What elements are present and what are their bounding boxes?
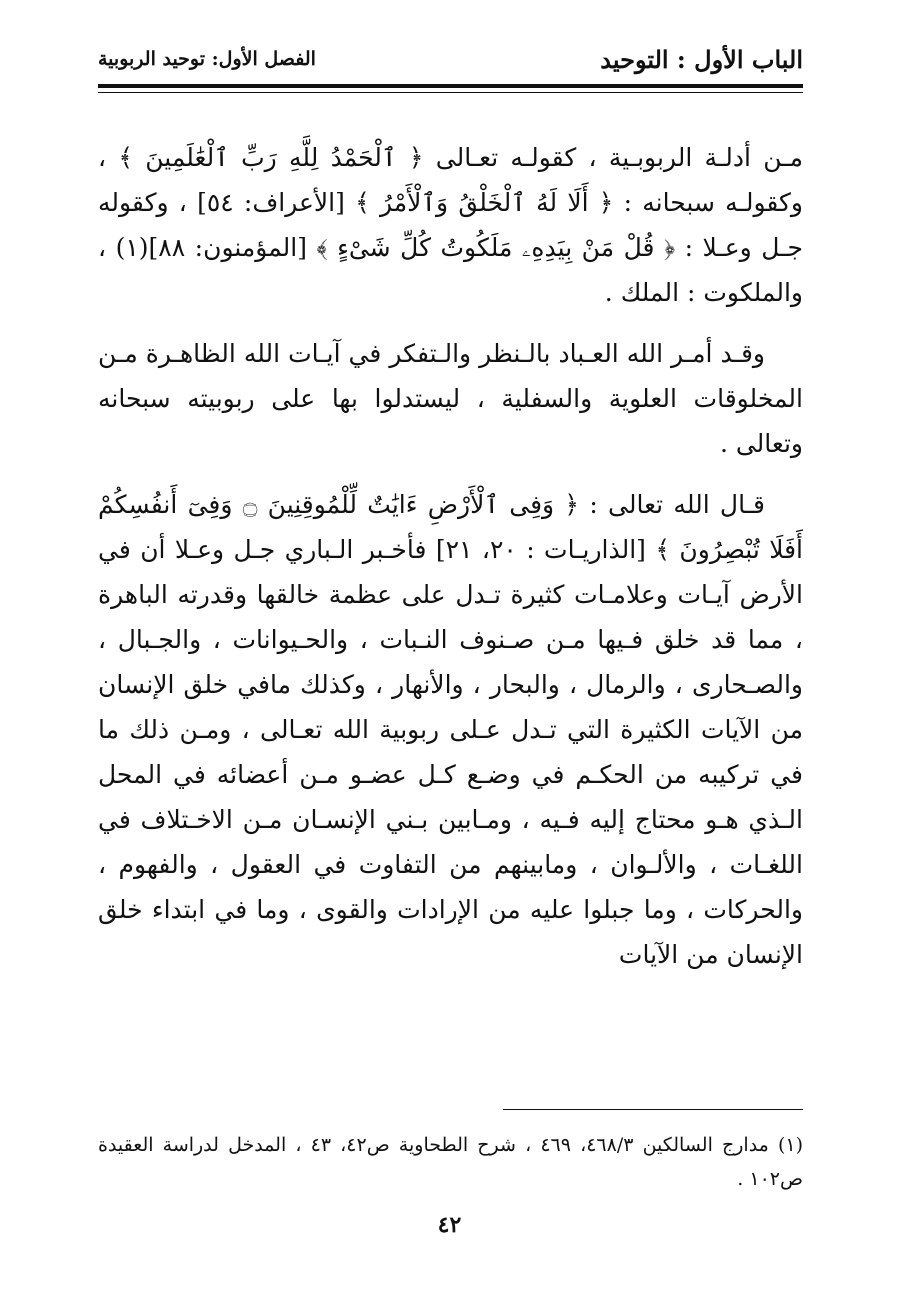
header-rule-thin (98, 92, 803, 93)
main-text (98, 135, 803, 993)
section-title: الفصل الأول: توحيد الربوبية (98, 48, 316, 70)
paragraph-1: مـن أدلـة الربوبـية ، كقولـه تعـالى ﴿ ٱلْحَمْدُ لِلَّهِ رَبِّ ٱلْعَٰلَمِينَ ﴾ ، وكقولـه سبحانه : ﴿ أَلَا لَهُ ٱلْخَلْقُ وَٱلْأَمْرُ ﴾ [الأعراف: ٥٤] ، وكقوله جـل وعـلا : ﴿ قُلْ مَنْ بِيَدِهِۦ مَلَكُوتُ كُلِّ شَىْءٍ ﴾ [المؤمنون: ٨٨](١) ، والملكوت : الملك . (98, 143, 803, 307)
footnote-separator (503, 1109, 803, 1110)
chapter-title: الباب الأول : التوحيد (600, 44, 803, 74)
running-header (98, 42, 803, 76)
page-number: ٤٢ (437, 1212, 462, 1238)
footnote: (١) مدارج السالكين ٤٦٨/٣، ٤٦٩ ، شرح الطحاوية ص٤٢، ٤٣ ، المدخل لدراسة العقيدة ص١٠٢ . (98, 1134, 804, 1190)
paragraph-3: قـال الله تعالى : ﴿ وَفِى ٱلْأَرْضِ ءَايَٰتٌ لِّلْمُوقِنِينَ ۝ وَفِىٓ أَنفُسِكُمْ أَفَلَا تُبْصِرُونَ ﴾ [الذاريـات : ٢٠، ٢١] فأخـبر الـباري جـل وعـلا أن في الأرض آيـات وعلامـات كثيرة تـدل على عظمة خالقها وقدرته الباهرة ، مما قد خلق فـيها مـن صـنوف النـبات ، والحـيوانات ، والجـبال ، والصـحارى ، والرمال ، والبحار ، والأنهار ، وكذلك مافي خلق الإنسان من الآيات الكثيرة التي تـدل عـلى ربوبية الله تعـالى ، ومـن ذلك ما في تركيبه من الحكـم في وضـع كـل عضـو مـن أعضائه في المحل الـذي هـو محتاج إليه فـيه ، ومـابين بـني الإنسـان مـن الاخـتلاف في اللغـات ، والألـوان ، ومابينهم من التفاوت في العقول ، والفهوم ، والحركات ، وما جبلوا عليه من الإرادات والقوى ، وما في ابتداء خلق الإنسان من الآيات (98, 490, 804, 969)
header-rule-thick (98, 84, 803, 88)
paragraph-2: وقـد أمـر الله العـباد بالـنظر والـتفكر في آيـات الله الظاهـرة مـن المخلوقات العلوية والسفلية ، ليستدلوا بها على ربوبيته سبحانه وتعالى . (98, 339, 803, 458)
